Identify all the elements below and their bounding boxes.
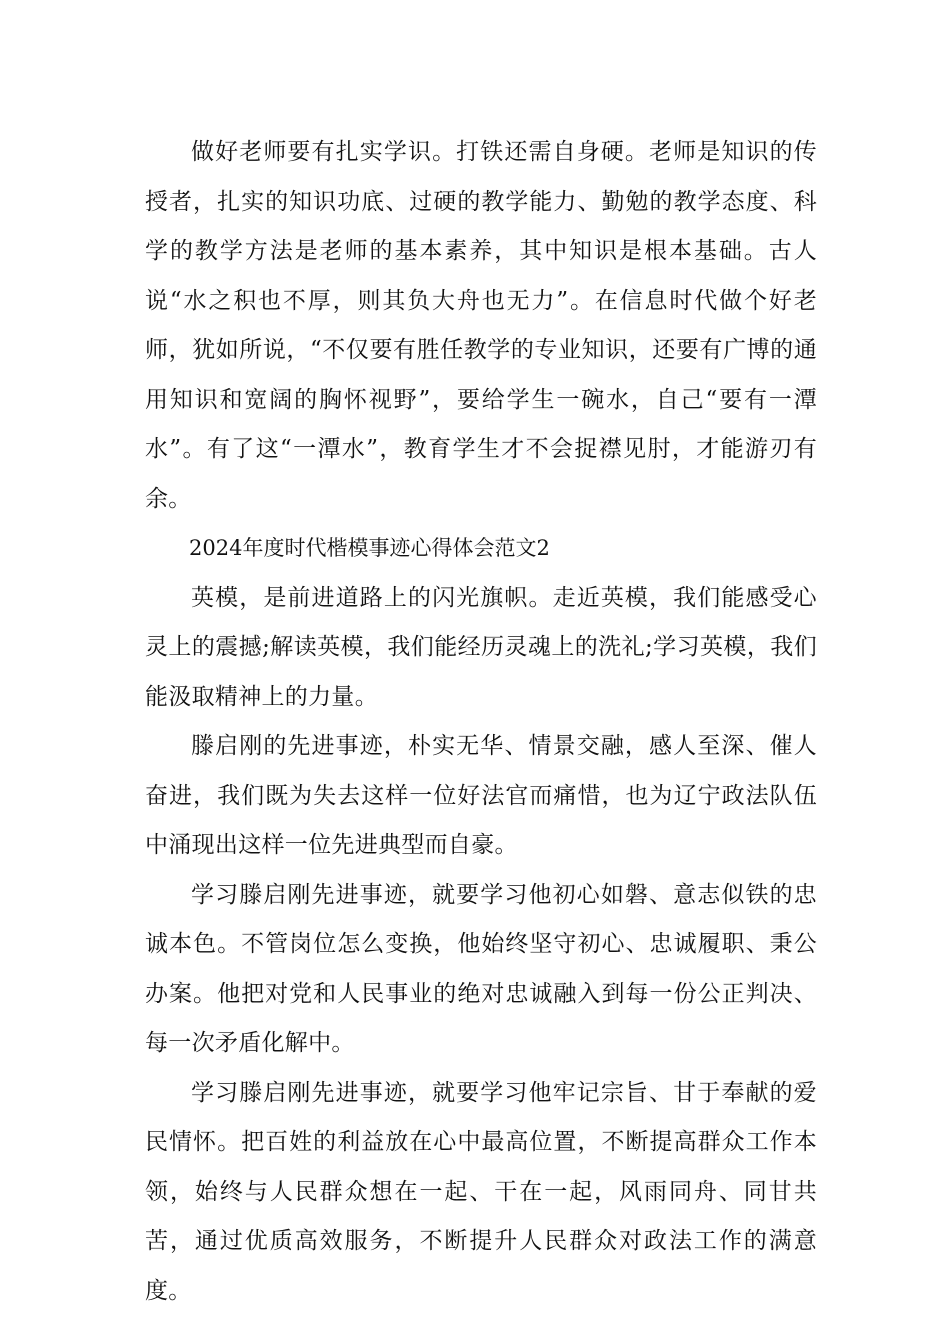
paragraph-loyalty: 学习滕启刚先进事迹，就要学习他初心如磐、意志似铁的忠诚本色。不管岗位怎么变换，他始终坚守初心、忠诚履职、秉公办案。他把对党和人民事业的绝对忠诚融入到每一份公正判决、每一次矛盾化解中。 xyxy=(145,881,817,1056)
paragraph-people-love: 学习滕启刚先进事迹，就要学习他牢记宗旨、甘于奉献的爱民情怀。把百姓的利益放在心中最高位置，不断提高群众工作本领，始终与人民群众想在一起、干在一起，风雨同舟、同甘共苦，通过优质高效服务，不断提升人民群众对政法工作的满意度。 xyxy=(145,1079,817,1304)
section-heading: 2024年度时代楷模事迹心得体会范文2 xyxy=(189,536,550,560)
paragraph-heroes: 英模，是前进道路上的闪光旗帜。走近英模，我们能感受心灵上的震撼;解读英模，我们能经历灵魂上的洗礼;学习英模，我们能汲取精神上的力量。 xyxy=(145,584,817,710)
paragraph-teng-deeds: 滕启刚的先进事迹，朴实无华、情景交融，感人至深、催人奋进，我们既为失去这样一位好法官而痛惜，也为辽宁政法队伍中涌现出这样一位先进典型而自豪。 xyxy=(145,733,817,858)
document-body xyxy=(145,128,817,1316)
paragraph-teacher-knowledge: 做好老师要有扎实学识。打铁还需自身硬。老师是知识的传授者，扎实的知识功底、过硬的教学能力、勤勉的教学态度、科学的教学方法是老师的基本素养，其中知识是根本基础。古人说“水之积也不厚，则其负大舟也无力”。在信息时代做个好老师，犹如所说，“不仅要有胜任教学的专业知识，还要有广博的通用知识和宽阔的胸怀视野”，要给学生一碗水，自己“要有一潭水”。有了这“一潭水”，教育学生才不会捉襟见肘，才能游刃有余。 xyxy=(145,139,817,512)
